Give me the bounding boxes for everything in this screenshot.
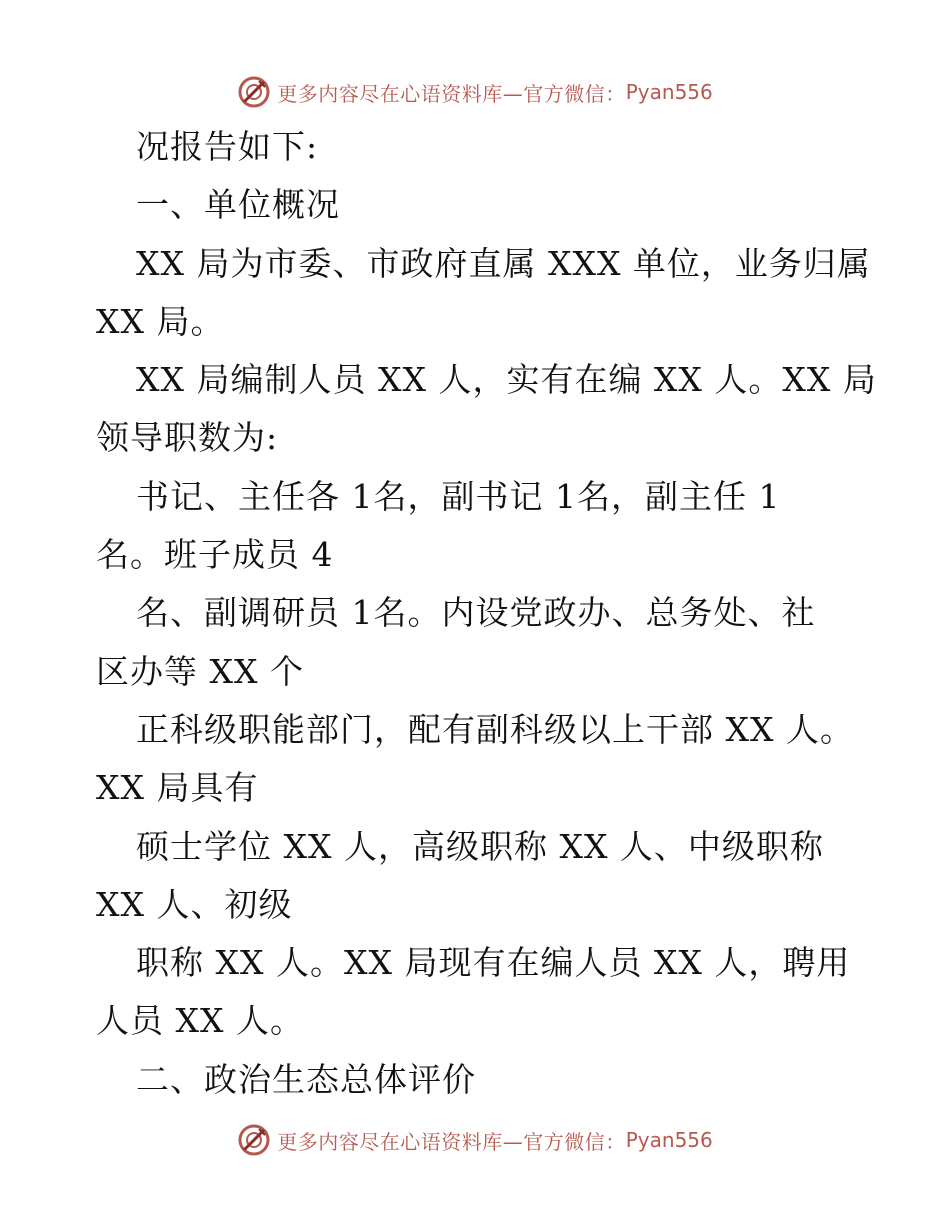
text-line: 硕士学位 XX 人，高级职称 XX 人、中级职称 bbox=[136, 826, 824, 866]
text-line: 区办等 XX 个 bbox=[96, 651, 304, 691]
text-line: 领导职数为: bbox=[96, 418, 279, 458]
footer-watermark bbox=[0, 1120, 950, 1160]
text-line: 职称 XX 人。XX 局现有在编人员 XX 人，聘用 bbox=[136, 943, 851, 983]
watermark-handle: Pyan556 bbox=[625, 80, 713, 104]
text-line: 名、副调研员 1名。内设党政办、总务处、社 bbox=[136, 593, 816, 633]
watermark-text: 更多内容尽在心语资料库—官方微信： bbox=[277, 81, 626, 106]
text-line: 人员 XX 人。 bbox=[96, 1001, 304, 1041]
text-line: XX 人、初级 bbox=[96, 884, 293, 924]
section-heading: 一、单位概况 bbox=[136, 185, 340, 225]
text-line: 书记、主任各 1名，副书记 1名，副主任 1 bbox=[136, 476, 781, 516]
section-heading: 二、政治生态总体评价 bbox=[136, 1059, 476, 1099]
logo-icon bbox=[237, 75, 271, 109]
text-line: 况报告如下: bbox=[136, 127, 319, 166]
text-line: 正科级职能部门，配有副科级以上干部 XX 人。 bbox=[136, 709, 854, 749]
logo-icon bbox=[237, 1123, 271, 1157]
text-line: 名。班子成员 4 bbox=[96, 535, 334, 575]
watermark-handle: Pyan556 bbox=[625, 1128, 713, 1152]
text-line: XX 局具有 bbox=[96, 768, 259, 808]
header-watermark bbox=[0, 72, 950, 112]
text-line: XX 局为市委、市政府直属 XXX 单位，业务归属 bbox=[136, 243, 871, 283]
watermark-text: 更多内容尽在心语资料库—官方微信： bbox=[277, 1129, 626, 1154]
text-line: XX 局。 bbox=[96, 301, 225, 341]
text-line: XX 局编制人员 XX 人，实有在编 XX 人。XX 局 bbox=[136, 360, 877, 400]
document-body bbox=[96, 118, 877, 1109]
